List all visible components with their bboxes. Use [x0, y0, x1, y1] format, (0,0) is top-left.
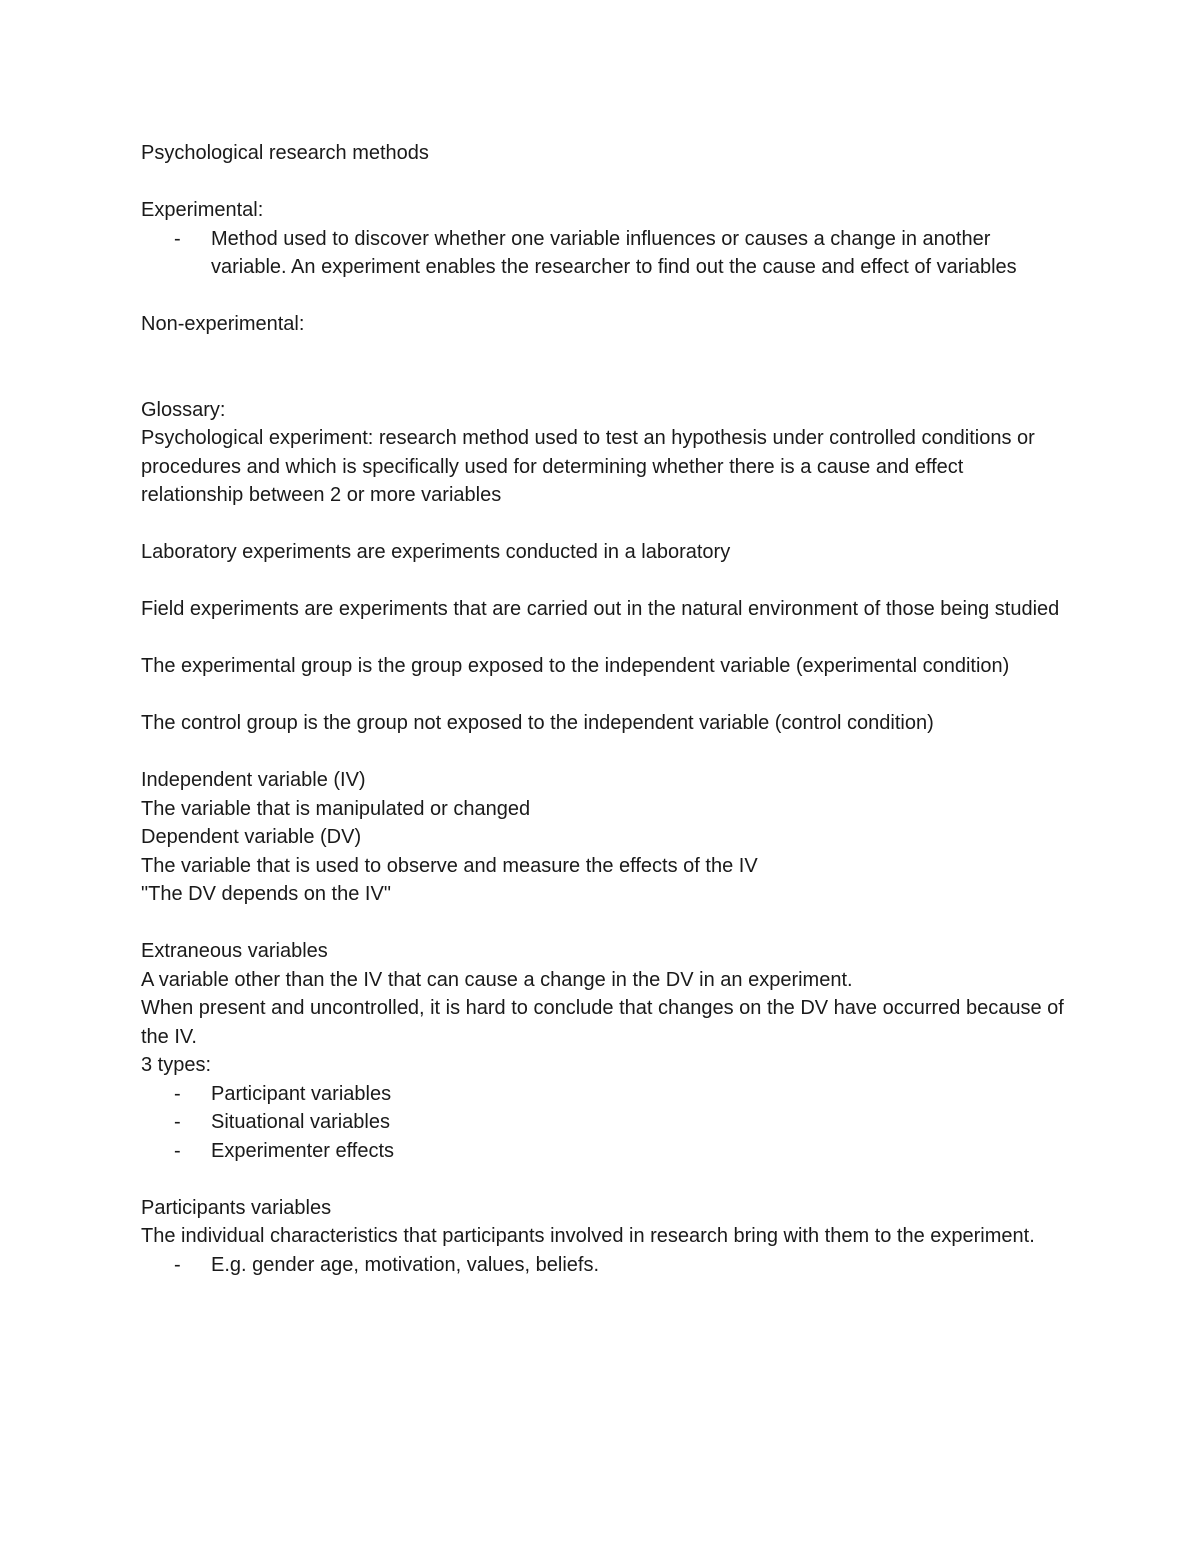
document-title: Psychological research methods: [141, 142, 429, 164]
extraneous-heading: Extraneous variables: [141, 940, 328, 962]
list-item-text: Participant variables: [211, 1082, 392, 1105]
extraneous-definition-1: A variable other than the IV that can cause a change in the DV in an experiment.: [141, 968, 853, 991]
list-item-text: Experimenter effects: [211, 1139, 395, 1162]
spacer: [141, 282, 1071, 311]
glossary-control-group: The control group is the group not exposed to the independent variable (control condition): [141, 712, 934, 734]
extraneous-types-list: [141, 1080, 1071, 1166]
dv-quote: "The DV depends on the IV": [141, 883, 391, 905]
iv-definition: The variable that is manipulated or changed: [141, 797, 531, 820]
extraneous-definition-2: When present and uncontrolled, it is hard to conclude that changes on the DV have occurred because of the IV.: [141, 997, 1070, 1048]
experimental-heading: Experimental:: [141, 199, 264, 221]
document-page: [141, 139, 1071, 1279]
dash-bullet: -: [174, 1111, 181, 1133]
spacer: [141, 567, 1071, 596]
list-item-text: E.g. gender age, motivation, values, beliefs.: [211, 1253, 600, 1276]
participants-list: [141, 1251, 1071, 1280]
glossary-psych-experiment: Psychological experiment: research method used to test an hypothesis under controlled conditions or procedures and which is specifically used for determining whether there is a cause and effect relationship between 2 or more variables: [141, 427, 1041, 506]
non-experimental-heading: Non-experimental:: [141, 313, 305, 335]
list-item: [141, 1137, 1071, 1166]
list-item: [141, 1251, 1071, 1280]
participants-heading: Participants variables: [141, 1196, 332, 1219]
glossary-laboratory: Laboratory experiments are experiments conducted in a laboratory: [141, 541, 731, 563]
list-item: [141, 1108, 1071, 1137]
spacer: [141, 1165, 1071, 1194]
dv-definition: The variable that is used to observe and measure the effects of the IV: [141, 854, 758, 877]
spacer: [141, 738, 1071, 767]
list-item: [141, 225, 1071, 282]
list-item-text: Situational variables: [211, 1111, 390, 1133]
experimental-list: [141, 225, 1071, 282]
list-item-text: Method used to discover whether one variable influences or causes a change in another variable. An experiment enables the researcher to find out the cause and effect of variables: [211, 227, 1017, 278]
spacer: [141, 909, 1071, 938]
iv-heading: Independent variable (IV): [141, 769, 366, 791]
dash-bullet: -: [174, 227, 181, 250]
extraneous-types-label: 3 types:: [141, 1054, 212, 1076]
glossary-heading: Glossary:: [141, 398, 226, 421]
dash-bullet: -: [174, 1253, 181, 1276]
spacer: [141, 339, 1071, 396]
list-item: [141, 1080, 1071, 1109]
dash-bullet: -: [174, 1082, 181, 1105]
dv-heading: Dependent variable (DV): [141, 826, 362, 848]
spacer: [141, 510, 1071, 539]
spacer: [141, 681, 1071, 710]
spacer: [141, 168, 1071, 197]
glossary-experimental-group: The experimental group is the group exposed to the independent variable (experimental condition): [141, 655, 1010, 677]
glossary-field: Field experiments are experiments that are carried out in the natural environment of those being studied: [141, 598, 1060, 620]
participants-definition: The individual characteristics that participants involved in research bring with them to the experiment.: [141, 1225, 1035, 1247]
dash-bullet: -: [174, 1139, 181, 1162]
spacer: [141, 624, 1071, 653]
